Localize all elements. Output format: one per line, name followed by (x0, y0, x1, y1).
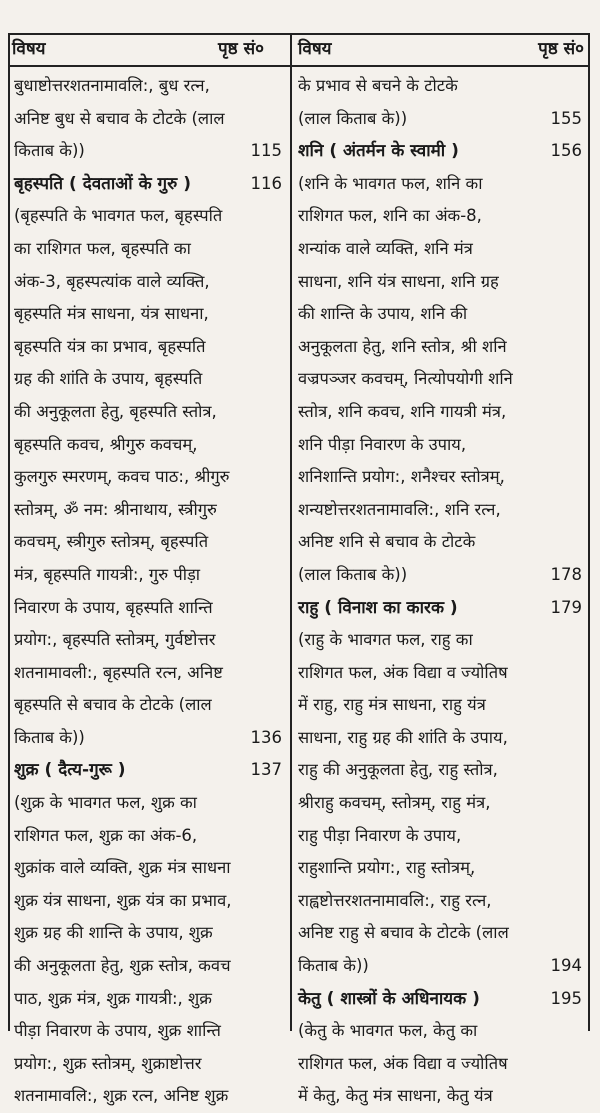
entry-text: शनिशान्ति प्रयोग:, शनैश्चर स्तोत्रम्, (298, 467, 505, 487)
entry-text: (शुक्र के भावगत फल, शुक्र का (14, 793, 197, 813)
contents-line (298, 494, 582, 527)
entry-text: श्रीराहु कवचम्, स्तोत्रम्, राहु मंत्र, (298, 793, 491, 813)
left-column (14, 70, 282, 1113)
contents-line (298, 70, 582, 103)
section-heading (298, 983, 582, 1016)
section-heading (14, 168, 282, 201)
page-number: 115 (250, 141, 282, 161)
contents-line (14, 559, 282, 592)
contents-line (298, 396, 582, 429)
contents-line (14, 331, 282, 364)
entry-text: की अनुकूलता हेतु, शुक्र स्तोत्र, कवच (14, 956, 231, 976)
entry-text: (शनि के भावगत फल, शनि का (298, 173, 483, 193)
entry-text: अनुकूलता हेतु, शनि स्तोत्र, श्री शनि (298, 336, 507, 356)
section-heading (298, 135, 582, 168)
contents-line (14, 917, 282, 950)
entry-text: राहुशान्ति प्रयोग:, राहु स्तोत्रम्, (298, 858, 476, 878)
contents-line (14, 787, 282, 820)
contents-line (298, 331, 582, 364)
entry-text: स्तोत्र, शनि कवच, शनि गायत्री मंत्र, (298, 401, 507, 421)
entry-text: की अनुकूलता हेतु, बृहस्पति स्तोत्र, (14, 401, 217, 421)
page-number: 195 (550, 988, 582, 1008)
table-header (8, 33, 590, 67)
section-title: बृहस्पति ( देवताओं के गुरु ) (14, 173, 191, 194)
entry-text: किताब के)) (14, 141, 85, 161)
contents-line (298, 787, 582, 820)
contents-line (298, 1015, 582, 1048)
contents-line (14, 396, 282, 429)
left-subject-header: विषय (12, 39, 46, 59)
entry-text: कवचम्, स्त्रीगुरु स्तोत्रम्, बृहस्पति (14, 532, 209, 552)
contents-line (298, 266, 582, 299)
contents-line (298, 200, 582, 233)
section-title: केतु ( शास्त्रों के अधिनायक ) (298, 988, 480, 1009)
entry-text: किताब के)) (298, 956, 369, 976)
entry-text: ग्रह की शांति के उपाय, बृहस्पति (14, 369, 203, 389)
section-heading (298, 592, 582, 625)
contents-line (14, 526, 282, 559)
entry-text: बृहस्पति यंत्र का प्रभाव, बृहस्पति (14, 336, 206, 356)
page-number: 194 (550, 956, 582, 976)
contents-line (14, 852, 282, 885)
contents-line (298, 526, 582, 559)
page-number: 156 (550, 141, 582, 161)
entry-text: मंत्र, बृहस्पति गायत्री:, गुरु पीड़ा (14, 564, 201, 584)
contents-line (14, 592, 282, 625)
entry-text: (केतु के भावगत फल, केतु का (298, 1021, 478, 1041)
entry-text: राहु की अनुकूलता हेतु, राहु स्तोत्र, (298, 760, 498, 780)
page-number: 136 (250, 727, 282, 747)
entry-text: पाठ, शुक्र मंत्र, शुक्र गायत्री:, शुक्र (14, 988, 212, 1008)
contents-line (298, 754, 582, 787)
entry-text: बृहस्पति कवच, श्रीगुरु कवचम्, (14, 434, 198, 454)
entry-text: प्रयोग:, शुक्र स्तोत्रम्, शुक्राष्टोत्तर (14, 1053, 202, 1073)
entry-text: शन्यष्टोत्तरशतनामावलि:, शनि रत्न, (298, 499, 501, 519)
contents-line (14, 820, 282, 853)
page-number: 179 (550, 597, 582, 617)
contents-line (298, 103, 582, 136)
entry-text: शनि पीड़ा निवारण के उपाय, (298, 434, 467, 454)
entry-text: शतनामावली:, बृहस्पति रत्न, अनिष्ट (14, 662, 223, 682)
entry-text: में राहु, राहु मंत्र साधना, राहु यंत्र (298, 695, 486, 715)
right-subject-header: विषय (298, 39, 332, 59)
contents-line (298, 722, 582, 755)
contents-line (298, 950, 582, 983)
entry-text: का राशिगत फल, बृहस्पति का (14, 238, 191, 258)
contents-line (14, 494, 282, 527)
entry-text: राशिगत फल, अंक विद्या व ज्योतिष (298, 1053, 508, 1073)
contents-line (14, 266, 282, 299)
contents-line (14, 135, 282, 168)
entry-text: (लाल किताब के)) (298, 564, 408, 584)
entry-text: कुलगुरु स्मरणम्, कवच पाठ:, श्रीगुरु (14, 467, 230, 487)
entry-text: प्रयोग:, बृहस्पति स्तोत्रम्, गुर्वष्टोत्तर (14, 630, 216, 650)
contents-line (298, 298, 582, 331)
section-heading (14, 754, 282, 787)
section-title: शनि ( अंतर्मन के स्वामी ) (298, 141, 459, 162)
page-number: 155 (550, 108, 582, 128)
contents-line (298, 657, 582, 690)
contents-line (298, 233, 582, 266)
contents-line (14, 885, 282, 918)
entry-text: अनिष्ट राहु से बचाव के टोटके (लाल (298, 923, 509, 943)
entry-text: अनिष्ट शनि से बचाव के टोटके (298, 532, 476, 552)
entry-text: वज्रपञ्जर कवचम्, नित्योपयोगी शनि (298, 369, 513, 389)
entry-text: बृहस्पति मंत्र साधना, यंत्र साधना, (14, 304, 209, 324)
contents-line (14, 298, 282, 331)
contents-line (298, 917, 582, 950)
contents-line (298, 1048, 582, 1081)
contents-line (298, 624, 582, 657)
entry-text: स्तोत्रम्, ॐ नम: श्रीनाथाय, स्त्रीगुरु (14, 499, 217, 519)
page-number: 137 (250, 760, 282, 780)
contents-line (14, 200, 282, 233)
contents-line (14, 689, 282, 722)
contents-line (14, 461, 282, 494)
entry-text: बृहस्पति से बचाव के टोटके (लाल (14, 695, 212, 715)
contents-line (14, 363, 282, 396)
entry-text: शुक्र यंत्र साधना, शुक्र यंत्र का प्रभाव, (14, 890, 232, 910)
entry-text: (बृहस्पति के भावगत फल, बृहस्पति (14, 206, 223, 226)
contents-line (298, 559, 582, 592)
contents-line (298, 168, 582, 201)
contents-line (14, 1015, 282, 1048)
section-title: शुक्र ( दैत्य-गुरू ) (14, 760, 126, 781)
section-title: राहु ( विनाश का कारक ) (298, 597, 458, 618)
entry-text: साधना, शनि यंत्र साधना, शनि ग्रह (298, 271, 499, 291)
entry-text: राशिगत फल, शनि का अंक-8, (298, 206, 482, 226)
contents-line (14, 70, 282, 103)
entry-text: राशिगत फल, शुक्र का अंक-6, (14, 825, 198, 845)
column-divider (290, 33, 292, 1031)
contents-line (298, 852, 582, 885)
entry-text: शतनामावलि:, शुक्र रत्न, अनिष्ट शुक्र (14, 1086, 229, 1106)
entry-text: अंक-3, बृहस्पत्यांक वाले व्यक्ति, (14, 271, 210, 291)
entry-text: में केतु, केतु मंत्र साधना, केतु यंत्र (298, 1086, 493, 1106)
contents-line (298, 1080, 582, 1113)
entry-text: निवारण के उपाय, बृहस्पति शान्ति (14, 597, 213, 617)
contents-line (14, 1080, 282, 1113)
entry-text: राहु पीड़ा निवारण के उपाय, (298, 825, 462, 845)
entry-text: (राहु के भावगत फल, राहु का (298, 630, 473, 650)
entry-text: अनिष्ट बुध से बचाव के टोटके (लाल (14, 108, 225, 128)
left-page-header: पृष्ठ सं० (218, 39, 264, 59)
entry-text: राशिगत फल, अंक विद्या व ज्योतिष (298, 662, 508, 682)
page-number: 178 (550, 564, 582, 584)
contents-line (14, 429, 282, 462)
entry-text: बुधाष्टोत्तरशतनामावलि:, बुध रत्न, (14, 76, 210, 95)
entry-text: की शान्ति के उपाय, शनि की (298, 304, 468, 324)
entry-text: पीड़ा निवारण के उपाय, शुक्र शान्ति (14, 1021, 221, 1041)
contents-line (14, 233, 282, 266)
contents-line (14, 657, 282, 690)
entry-text: (लाल किताब के)) (298, 108, 408, 128)
contents-line (14, 624, 282, 657)
contents-line (298, 461, 582, 494)
entry-text: के प्रभाव से बचने के टोटके (298, 76, 458, 95)
right-column (298, 70, 582, 1113)
entry-text: शुक्रांक वाले व्यक्ति, शुक्र मंत्र साधना (14, 858, 231, 878)
entry-text: साधना, राहु ग्रह की शांति के उपाय, (298, 727, 508, 747)
contents-line (14, 722, 282, 755)
page-number: 116 (250, 173, 282, 193)
entry-text: किताब के)) (14, 727, 85, 747)
contents-line (14, 1048, 282, 1081)
entry-text: राह्वष्टोत्तरशतनामावलि:, राहु रत्न, (298, 890, 492, 910)
contents-line (14, 983, 282, 1016)
contents-line (298, 689, 582, 722)
contents-line (14, 950, 282, 983)
contents-line (14, 103, 282, 136)
contents-line (298, 363, 582, 396)
contents-line (298, 429, 582, 462)
contents-line (298, 820, 582, 853)
right-page-header: पृष्ठ सं० (538, 39, 584, 59)
entry-text: शन्यांक वाले व्यक्ति, शनि मंत्र (298, 238, 473, 258)
contents-line (298, 885, 582, 918)
entry-text: शुक्र ग्रह की शान्ति के उपाय, शुक्र (14, 923, 213, 943)
